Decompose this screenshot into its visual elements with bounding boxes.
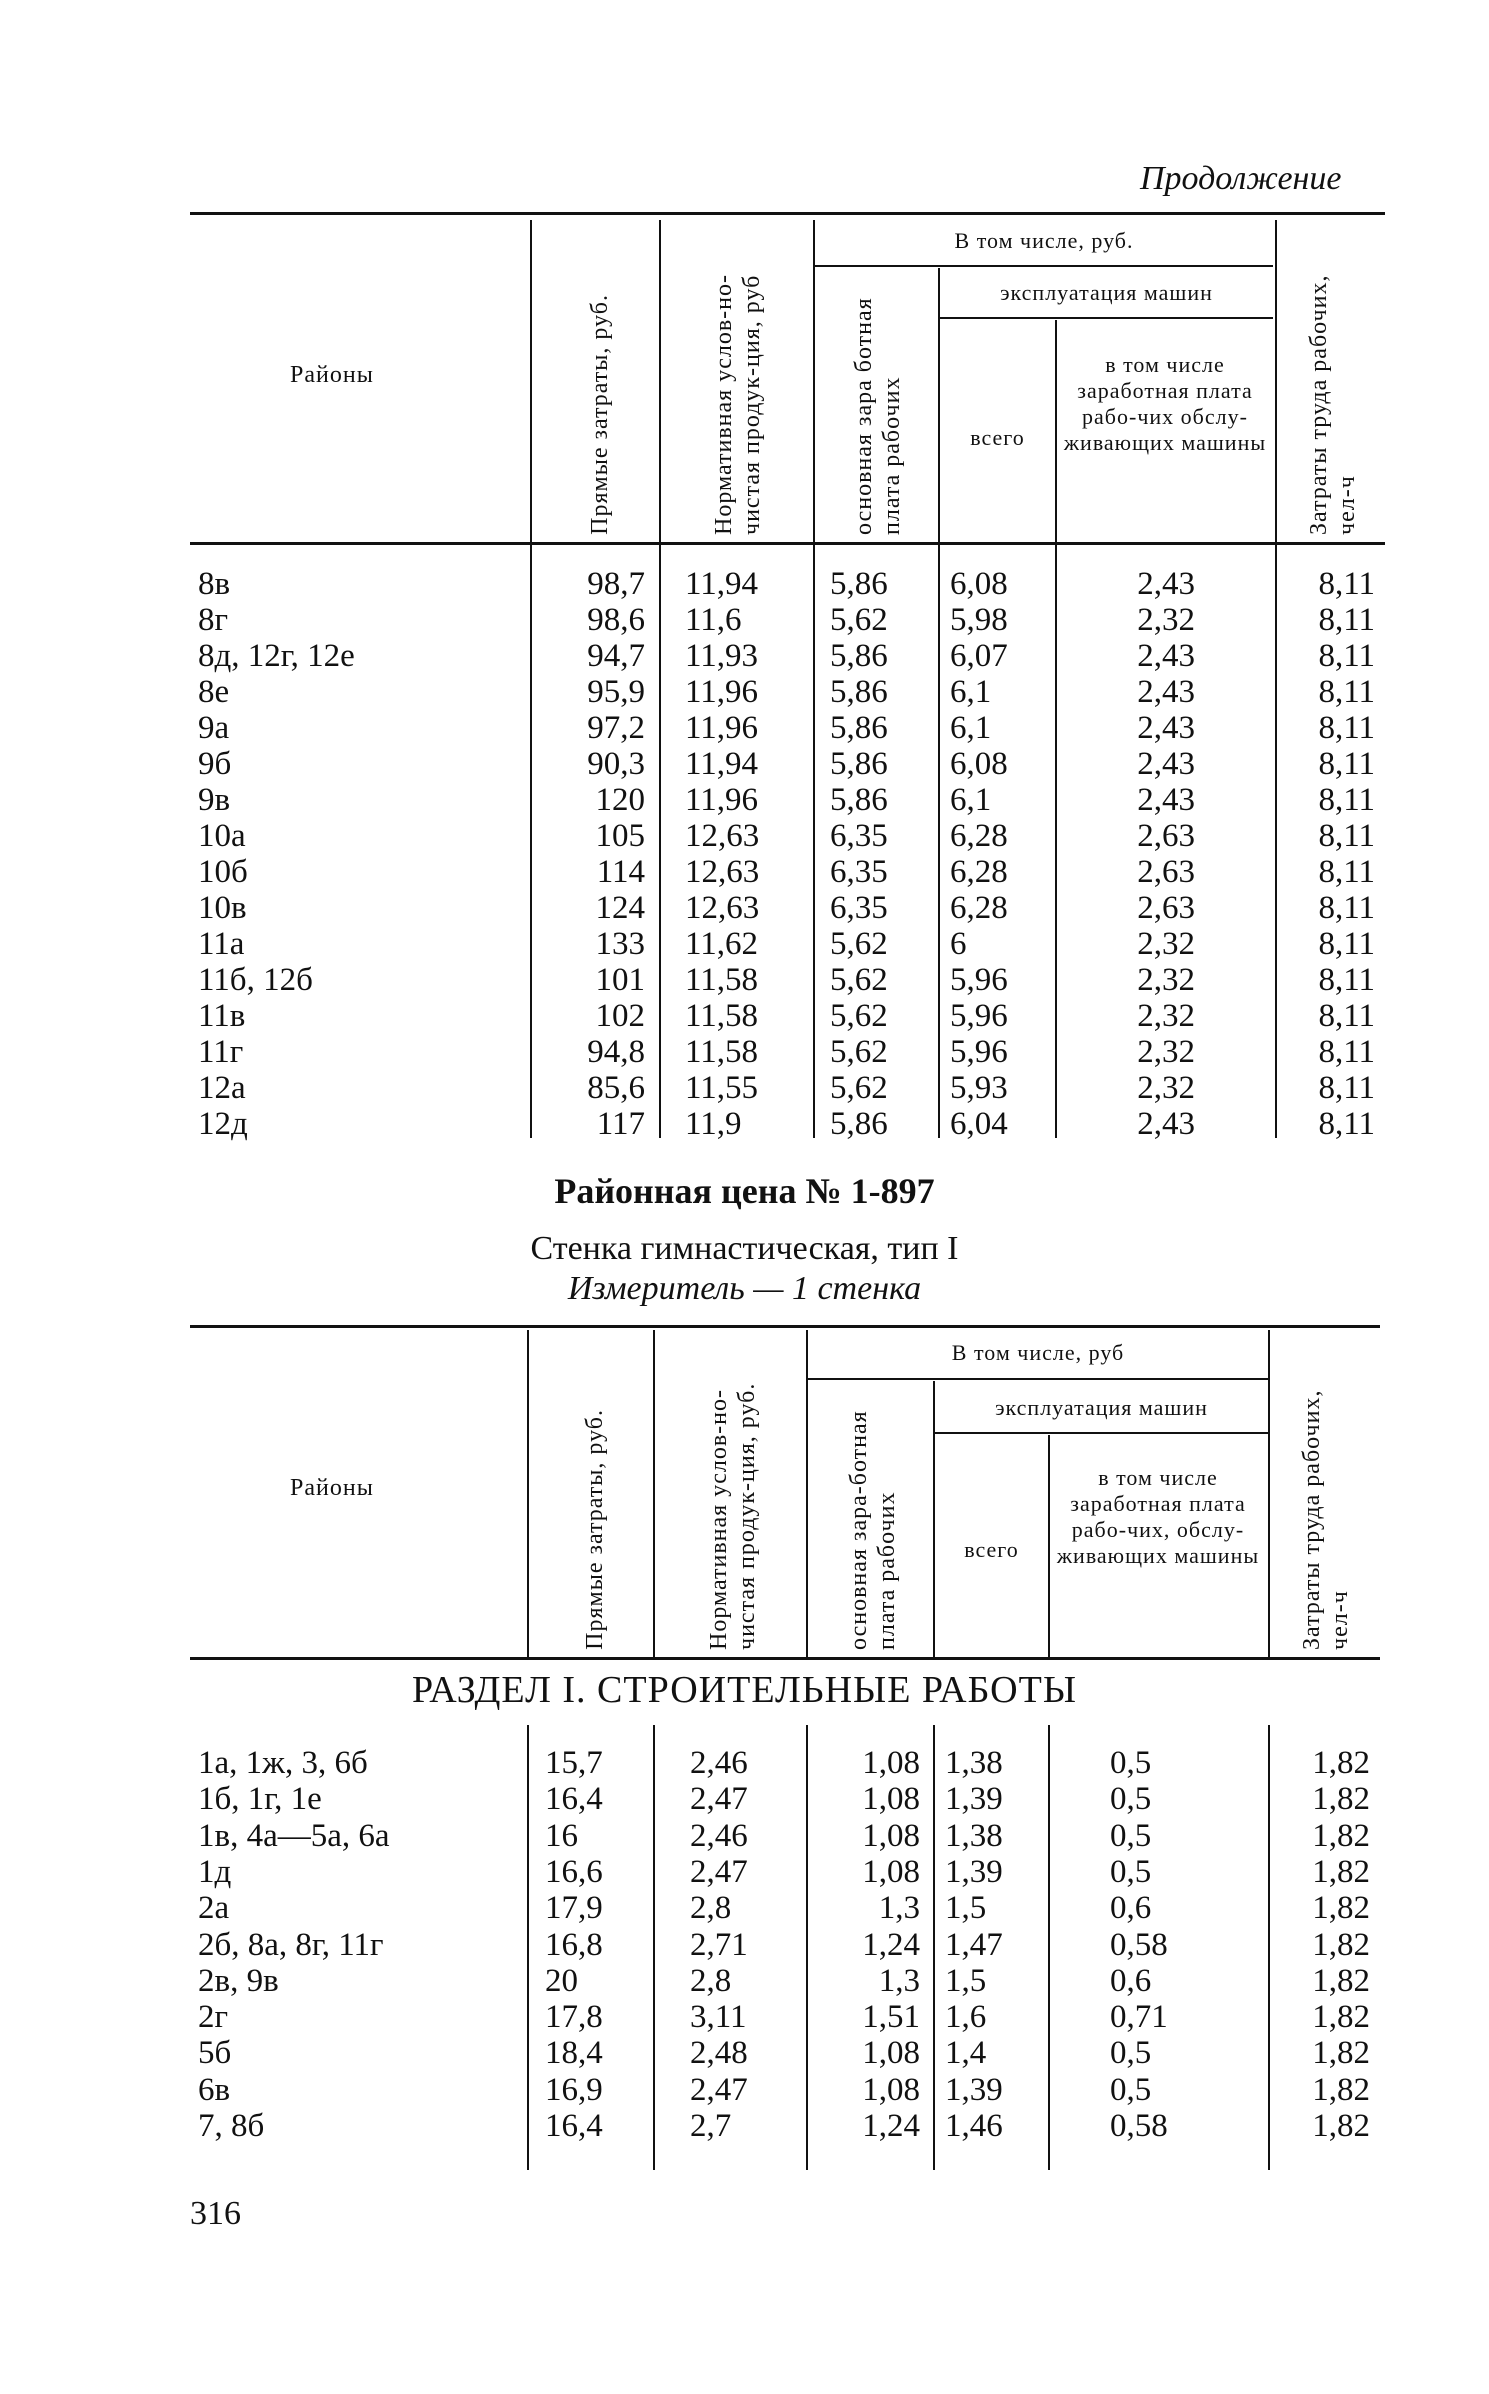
cell-mwage: 0,71: [1110, 1999, 1168, 2036]
cell-direct: 16,4: [545, 1781, 603, 1818]
cell-total: 5,96: [950, 962, 1008, 998]
cell-norm: 11,58: [685, 962, 759, 998]
cell-region: 5б: [198, 2035, 232, 2072]
cell-mwage: 2,32: [1137, 1034, 1195, 1070]
cell-mwage: 0,6: [1110, 1890, 1152, 1927]
cell-region: 11а: [198, 926, 245, 962]
table-row: [0, 674, 1489, 710]
price-title: Районная цена № 1-897: [554, 1171, 935, 1211]
cell-wage: 5,86: [830, 782, 888, 818]
table-row: [0, 1818, 1489, 1854]
cell-labor: 8,11: [1318, 854, 1375, 890]
item-name: Стенка гимнастическая, тип I: [530, 1230, 959, 1267]
cell-direct: 17,8: [545, 1999, 603, 2036]
cell-total: 5,93: [950, 1070, 1008, 1106]
cell-norm: 2,47: [690, 1781, 748, 1818]
cell-norm: 11,62: [685, 926, 759, 962]
cell-region: 1д: [198, 1853, 232, 1890]
cell-labor: 1,82: [1312, 1817, 1370, 1854]
cell-norm: 2,8: [690, 1890, 732, 1927]
table-row: [0, 1854, 1489, 1890]
cell-labor: 8,11: [1318, 962, 1375, 998]
table-row: [0, 962, 1489, 998]
header-direct-costs: Прямые затраты, руб.: [587, 294, 613, 535]
cell-region: 8в: [198, 566, 231, 602]
cell-direct: 17,9: [545, 1890, 603, 1927]
cell-total: 1,5: [945, 1890, 987, 1927]
cell-direct: 98,7: [587, 566, 645, 602]
cell-region: 9в: [198, 782, 231, 818]
cell-norm: 12,63: [685, 890, 760, 926]
cell-region: 10б: [198, 854, 248, 890]
cell-direct: 85,6: [587, 1070, 645, 1106]
cell-wage: 5,86: [830, 710, 888, 746]
cell-wage: 5,62: [830, 602, 888, 638]
cell-total: 1,4: [945, 2035, 987, 2072]
cell-labor: 8,11: [1318, 1106, 1375, 1142]
page-number: 316: [190, 2195, 241, 2232]
cell-mwage: 0,5: [1110, 1817, 1152, 1854]
cell-total: 6,04: [950, 1106, 1008, 1142]
cell-direct: 15,7: [545, 1745, 603, 1781]
cell-wage: 6,35: [830, 854, 888, 890]
cell-wage: 5,62: [830, 1034, 888, 1070]
cell-region: 11в: [198, 998, 246, 1034]
cell-labor: 1,82: [1312, 1962, 1370, 1999]
table-row: [0, 2108, 1489, 2144]
cell-mwage: 2,63: [1137, 854, 1195, 890]
cell-total: 6,07: [950, 638, 1008, 674]
cell-wage: 1,08: [862, 2071, 920, 2108]
cell-mwage: 0,58: [1110, 1926, 1168, 1963]
table-row: [0, 782, 1489, 818]
cell-direct: 102: [595, 998, 645, 1034]
cell-region: 11б, 12б: [198, 962, 313, 998]
cell-labor: 8,11: [1318, 998, 1375, 1034]
table-row: [0, 746, 1489, 782]
measure: Измеритель — 1 стенка: [567, 1270, 922, 1307]
cell-mwage: 0,5: [1110, 1781, 1152, 1818]
table-row: [0, 710, 1489, 746]
cell-region: 8д, 12г, 12е: [198, 638, 355, 674]
header-base-wage: основная зара ботная плата рабочих: [850, 297, 905, 535]
continuation-label: Продолжение: [1140, 160, 1342, 197]
cell-direct: 90,3: [587, 746, 645, 782]
header-total: всего: [970, 425, 1025, 450]
cell-total: 6,28: [950, 854, 1008, 890]
table-row: [0, 1927, 1489, 1963]
cell-total: 1,39: [945, 1853, 1003, 1890]
cell-total: 6,28: [950, 818, 1008, 854]
section-title: РАЗДЕЛ I. СТРОИТЕЛЬНЫЕ РАБОТЫ: [412, 1669, 1077, 1711]
header-regions: Районы: [290, 362, 374, 388]
cell-direct: 20: [545, 1962, 578, 1999]
cell-mwage: 2,32: [1137, 926, 1195, 962]
cell-mwage: 0,6: [1110, 1962, 1152, 1999]
header-including: В том числе, руб.: [954, 228, 1134, 253]
cell-norm: 2,46: [690, 1745, 748, 1781]
cell-total: 6,28: [950, 890, 1008, 926]
cell-norm: 11,9: [685, 1106, 742, 1142]
header-regions-2: Районы: [290, 1475, 374, 1501]
cell-labor: 8,11: [1318, 710, 1375, 746]
table-row: [0, 1070, 1489, 1106]
cell-wage: 1,08: [862, 1853, 920, 1890]
cell-wage: 1,08: [862, 2035, 920, 2072]
cell-mwage: 2,43: [1137, 746, 1195, 782]
cell-mwage: 2,32: [1137, 998, 1195, 1034]
cell-region: 9а: [198, 710, 230, 746]
cell-direct: 18,4: [545, 2035, 603, 2072]
cell-labor: 1,82: [1312, 1999, 1370, 2036]
cell-labor: 1,82: [1312, 1890, 1370, 1927]
cell-labor: 1,82: [1312, 2035, 1370, 2072]
cell-total: 1,47: [945, 1926, 1003, 1963]
cell-wage: 5,86: [830, 674, 888, 710]
cell-wage: 5,62: [830, 1070, 888, 1106]
cell-wage: 1,3: [878, 1890, 920, 1927]
cell-region: 12а: [198, 1070, 246, 1106]
cell-direct: 101: [595, 962, 645, 998]
cell-wage: 5,86: [830, 746, 888, 782]
cell-region: 9б: [198, 746, 232, 782]
cell-mwage: 0,5: [1110, 1853, 1152, 1890]
table-row: [0, 1963, 1489, 1999]
cell-labor: 8,11: [1318, 674, 1375, 710]
cell-region: 10а: [198, 818, 246, 854]
cell-labor: 1,82: [1312, 2108, 1370, 2144]
cell-mwage: 2,43: [1137, 782, 1195, 818]
cell-norm: 3,11: [690, 1999, 747, 2036]
cell-total: 1,39: [945, 2071, 1003, 2108]
table-row: [0, 1106, 1489, 1142]
cell-direct: 114: [596, 854, 645, 890]
cell-labor: 8,11: [1318, 746, 1375, 782]
cell-labor: 8,11: [1318, 1034, 1375, 1070]
cell-norm: 2,46: [690, 1817, 748, 1854]
cell-region: 8г: [198, 602, 229, 638]
cell-region: 1б, 1г, 1е: [198, 1781, 322, 1818]
header-base-wage-2: основная зара-ботная плата рабочих: [845, 1410, 900, 1650]
cell-norm: 11,96: [685, 782, 759, 818]
cell-labor: 8,11: [1318, 818, 1375, 854]
cell-norm: 11,55: [685, 1070, 759, 1106]
table-row: [0, 638, 1489, 674]
cell-labor: 1,82: [1312, 1781, 1370, 1818]
cell-total: 1,38: [945, 1745, 1003, 1781]
cell-mwage: 2,63: [1137, 890, 1195, 926]
cell-region: 7, 8б: [198, 2108, 265, 2144]
cell-labor: 8,11: [1318, 602, 1375, 638]
cell-norm: 11,94: [685, 746, 759, 782]
cell-mwage: 2,32: [1137, 1070, 1195, 1106]
cell-wage: 5,86: [830, 566, 888, 602]
cell-wage: 1,51: [862, 1999, 920, 2036]
cell-direct: 16: [545, 1817, 578, 1854]
cell-region: 2в, 9в: [198, 1962, 279, 1999]
cell-mwage: 2,32: [1137, 602, 1195, 638]
cell-labor: 8,11: [1318, 890, 1375, 926]
cell-total: 1,5: [945, 1962, 987, 1999]
cell-labor: 8,11: [1318, 566, 1375, 602]
cell-norm: 2,47: [690, 1853, 748, 1890]
cell-mwage: 0,5: [1110, 1745, 1152, 1781]
cell-total: 5,98: [950, 602, 1008, 638]
cell-region: 8е: [198, 674, 230, 710]
header-machine-operation: эксплуатация машин: [1000, 280, 1213, 305]
cell-norm: 11,58: [685, 998, 759, 1034]
cell-total: 1,38: [945, 1817, 1003, 1854]
cell-direct: 120: [595, 782, 645, 818]
cell-norm: 11,58: [685, 1034, 759, 1070]
cell-region: 11г: [198, 1034, 244, 1070]
table-row: [0, 1781, 1489, 1817]
cell-norm: 11,96: [685, 674, 759, 710]
cell-mwage: 2,43: [1137, 710, 1195, 746]
cell-wage: 1,24: [862, 2108, 920, 2144]
cell-total: 1,39: [945, 1781, 1003, 1818]
cell-direct: 16,6: [545, 1853, 603, 1890]
header-direct-costs-2: Прямые затраты, руб.: [582, 1409, 608, 1650]
cell-norm: 11,96: [685, 710, 759, 746]
table-row: [0, 854, 1489, 890]
cell-mwage: 0,5: [1110, 2071, 1152, 2108]
cell-labor: 8,11: [1318, 638, 1375, 674]
table-row: [0, 1034, 1489, 1070]
cell-mwage: 2,43: [1137, 674, 1195, 710]
cell-wage: 1,08: [862, 1745, 920, 1781]
cell-region: 2а: [198, 1890, 230, 1927]
cell-labor: 8,11: [1318, 926, 1375, 962]
table-row: [0, 602, 1489, 638]
table-row: [0, 998, 1489, 1034]
cell-norm: 2,47: [690, 2071, 748, 2108]
cell-wage: 5,86: [830, 1106, 888, 1142]
cell-direct: 124: [595, 890, 645, 926]
header-total-2: всего: [964, 1537, 1019, 1562]
cell-direct: 94,8: [587, 1034, 645, 1070]
table-row: [0, 926, 1489, 962]
cell-total: 6,08: [950, 566, 1008, 602]
cell-norm: 2,8: [690, 1962, 732, 1999]
table-row: [0, 2035, 1489, 2071]
cell-wage: 5,86: [830, 638, 888, 674]
header-normative-output: Нормативная услов-но-чистая продук-ция, руб: [710, 273, 765, 535]
cell-wage: 1,3: [878, 1962, 920, 1999]
cell-norm: 2,7: [690, 2108, 732, 2144]
cell-mwage: 2,43: [1137, 566, 1195, 602]
cell-mwage: 2,32: [1137, 962, 1195, 998]
cell-labor: 1,82: [1312, 1745, 1370, 1781]
cell-region: 1а, 1ж, 3, 6б: [198, 1745, 368, 1781]
cell-total: 6,1: [950, 674, 992, 710]
cell-direct: 94,7: [587, 638, 645, 674]
header-machine-operation-2: эксплуатация машин: [995, 1395, 1208, 1420]
header-labor-2: Затраты труда рабочих, чел-ч: [1298, 1389, 1353, 1650]
cell-region: 10в: [198, 890, 247, 926]
cell-mwage: 2,43: [1137, 1106, 1195, 1142]
table-row: [0, 890, 1489, 926]
cell-labor: 8,11: [1318, 782, 1375, 818]
cell-direct: 16,8: [545, 1926, 603, 1963]
cell-total: 6,1: [950, 782, 992, 818]
cell-wage: 5,62: [830, 926, 888, 962]
cell-region: 6в: [198, 2071, 231, 2108]
cell-norm: 11,94: [685, 566, 759, 602]
header-including-wage-2: в том числе заработная плата рабо-чих, обслу-живающих машины: [1056, 1465, 1260, 1568]
cell-total: 1,46: [945, 2108, 1003, 2144]
table-row: [0, 1745, 1489, 1781]
header-normative-output-2: Нормативная услов-но-чистая продук-ция, руб.: [705, 1382, 760, 1650]
cell-total: 6,08: [950, 746, 1008, 782]
cell-total: 5,96: [950, 998, 1008, 1034]
cell-direct: 16,4: [545, 2108, 603, 2144]
table-row: [0, 2072, 1489, 2108]
cell-region: 12д: [198, 1106, 248, 1142]
cell-direct: 117: [596, 1106, 645, 1142]
cell-mwage: 2,63: [1137, 818, 1195, 854]
cell-direct: 133: [595, 926, 645, 962]
cell-direct: 16,9: [545, 2071, 603, 2108]
header-including-2: В том числе, руб: [951, 1340, 1125, 1365]
cell-total: 6,1: [950, 710, 992, 746]
cell-mwage: 2,43: [1137, 638, 1195, 674]
table-row: [0, 1999, 1489, 2035]
cell-total: 6: [950, 926, 967, 962]
cell-wage: 6,35: [830, 818, 888, 854]
cell-labor: 1,82: [1312, 1853, 1370, 1890]
cell-wage: 1,24: [862, 1926, 920, 1963]
cell-total: 5,96: [950, 1034, 1008, 1070]
cell-wage: 1,08: [862, 1817, 920, 1854]
header-labor: Затраты труда рабочих, чел-ч: [1305, 274, 1360, 535]
cell-region: 1в, 4а—5а, 6а: [198, 1817, 390, 1854]
header-including-wage: в том числе заработная плата рабо-чих обслу-живающих машины: [1063, 352, 1267, 455]
cell-wage: 6,35: [830, 890, 888, 926]
cell-norm: 12,63: [685, 854, 760, 890]
cell-norm: 12,63: [685, 818, 760, 854]
cell-wage: 5,62: [830, 962, 888, 998]
cell-labor: 8,11: [1318, 1070, 1375, 1106]
cell-region: 2г: [198, 1999, 229, 2036]
cell-labor: 1,82: [1312, 1926, 1370, 1963]
cell-norm: 2,71: [690, 1926, 748, 1963]
cell-mwage: 0,5: [1110, 2035, 1152, 2072]
cell-wage: 1,08: [862, 1781, 920, 1818]
cell-region: 2б, 8а, 8г, 11г: [198, 1926, 384, 1963]
cell-norm: 11,93: [685, 638, 759, 674]
cell-labor: 1,82: [1312, 2071, 1370, 2108]
cell-total: 1,6: [945, 1999, 987, 2036]
cell-norm: 2,48: [690, 2035, 748, 2072]
table-row: [0, 1890, 1489, 1926]
cell-direct: 105: [595, 818, 645, 854]
cell-direct: 95,9: [587, 674, 645, 710]
table-row: [0, 566, 1489, 602]
cell-mwage: 0,58: [1110, 2108, 1168, 2144]
table-row: [0, 818, 1489, 854]
cell-norm: 11,6: [685, 602, 742, 638]
cell-direct: 98,6: [587, 602, 645, 638]
cell-wage: 5,62: [830, 998, 888, 1034]
cell-direct: 97,2: [587, 710, 645, 746]
